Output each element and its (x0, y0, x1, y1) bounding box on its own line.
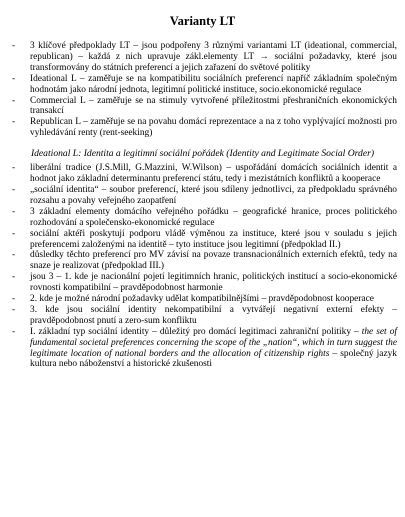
bullet-dash: - (12, 73, 16, 84)
ideational-list (8, 163, 397, 370)
list-item (8, 327, 397, 371)
bullet-dash: - (12, 163, 16, 174)
bullet-dash: - (12, 206, 16, 217)
list-item (8, 250, 397, 272)
list-item (8, 117, 397, 139)
list-item-text: důsledky těchto preferencí pro MV závisí na povaze transnacionálních externích efektů, tedy na snaze je realizovat (předpoklad III.) (30, 250, 397, 272)
list-item (8, 207, 397, 229)
list-item (8, 305, 397, 327)
bullet-dash: - (12, 184, 16, 195)
list-item (8, 96, 397, 118)
bullet-dash: - (12, 117, 16, 128)
list-item-text: 2. kde je možné národní požadavky udělat kompatibilnějšími – pravděpodobnost kooperace (30, 294, 374, 305)
list-item-text: jsou 3 – 1. kde je nacionální pojetí legitimních hranic, politických institucí a socio-ekonomické rovnosti kompatibilní – pravděpodobnost harmonie (30, 272, 397, 294)
list-item-text: Republican L – zaměřuje se na povahu domácí reprezentace a na z toho vyplývající možnosti pro vyhledávání renty (rent-seeking) (30, 117, 397, 139)
bullet-dash: - (12, 326, 16, 337)
list-item-text: Ideational L – zaměřuje se na kompatibilitu sociálních preferencí napříč základním společným hodnotám jako národní jednota, legitimní politické instituce, socio.ekonomické regulace (30, 73, 397, 95)
list-item (8, 272, 397, 294)
list-item (8, 41, 397, 74)
bullet-dash: - (12, 228, 16, 239)
list-item-text: 3 klíčové předpoklady LT – jsou podpořeny 3 různými variantami LT (ideational, commercial, republican) – každá z nich upravuje zákl.elementy LT → sociální požadavky, které jsou transformovány do státních preferencí a jejich zařazení do světové politiky (30, 41, 397, 73)
document-title: Varianty LT (169, 14, 236, 28)
list-item (8, 294, 397, 305)
list-item-text: 3 základní elementy domácího veřejného pořádku – geografické hranice, proces politického rozhodování a společensko-ekonomické regulace (30, 206, 397, 228)
bullet-dash: - (12, 41, 16, 51)
list-item (8, 229, 397, 251)
bullet-dash: - (12, 304, 16, 315)
list-item (8, 185, 397, 207)
list-item (8, 74, 397, 96)
list-item-text: 3. kde jsou sociální identity nekompatibilní a vytvářejí negativní externí efekty – pravděpodobnost pnutí a zero-sum konfliktu (30, 304, 397, 326)
list-item-text: Commercial L – zaměřuje se na stimuly vytvořené příležitostmi přeshraničních ekonomických transakcí (30, 95, 397, 117)
bullet-dash: - (12, 250, 16, 261)
bullet-dash: - (12, 95, 16, 106)
premises-list (8, 41, 397, 139)
list-item-text: liberální tradice (J.S.Mill, G.Mazzini, W.Wilson) – uspořádání domácích sociálních identit a hodnot jako základní determinantu preferencí státu, tedy i mezistátních konfliktů a kooperace (30, 163, 397, 185)
list-item-text: sociální aktéři poskytují podporu vládě výměnou za instituce, které jsou v souladu s jejich preferencemi založenými na identitě – tyto instituce jsou legitimní (předpoklad II.) (30, 228, 397, 250)
bullet-dash: - (12, 294, 16, 305)
list-item-text-suffix: – společný jazyk kultura nebo náboženství a historické zkušenosti (30, 348, 397, 370)
list-item (8, 163, 397, 185)
list-item-text: „sociální identita“ – soubor preferencí, které jsou sdíleny jednotlivci, za předpokladu správného rozsahu a povahy veřejného zaopatření (30, 184, 397, 206)
list-item-text-italic: the set of fundamental societal preferences concerning the scope of the „nation“, which in turn suggest the legitimate location of national borders and the allocation of citizenship rights (30, 326, 397, 359)
list-item-text-prefix: I. základní typ sociální identity – důležitý pro domácí legitimaci zahraniční politiky – (30, 326, 362, 337)
bullet-dash: - (12, 272, 16, 283)
section-heading: Ideational L: Identita a legitimní sociální pořádek (Identity and Legitimate Social Order) (30, 148, 375, 160)
